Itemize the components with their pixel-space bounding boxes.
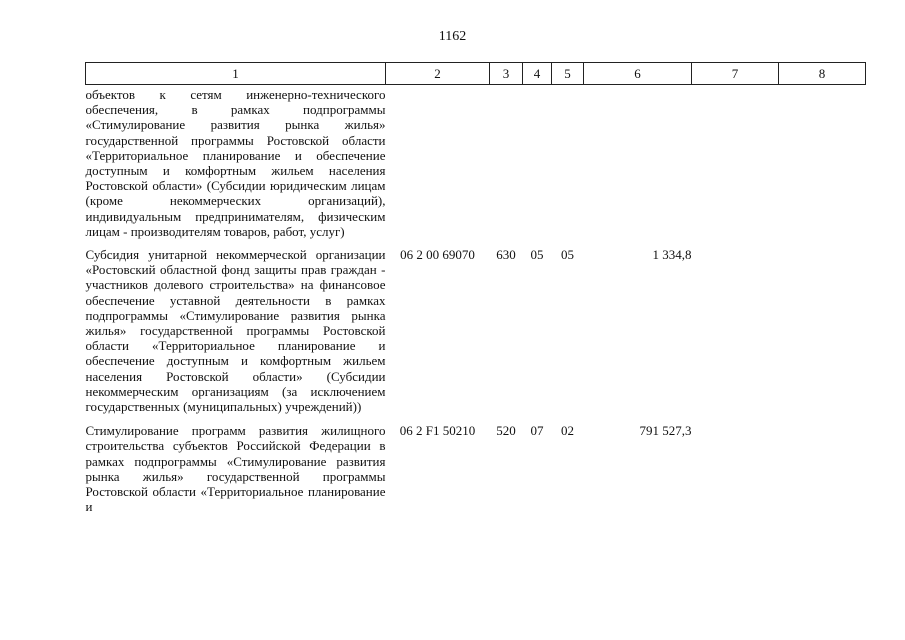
row-description: Субсидия унитарной некоммерческой организации «Ростовский областной фонд защиты прав граждан - участников долевого строительства» на финансовое обеспечение уставной деятельности в рамках подпрограммы «Стимулирование развития рынка жилья» государственной программы Ростовской области «Территориальное планирование и обеспечение доступным и комфортным жильем населения Ростовской области» (Субсидии некоммерческим организациям (за исключением государственных (муниципальных) учреждений)) xyxy=(85,247,386,415)
table-header xyxy=(86,63,866,85)
row-expense-type: 520 xyxy=(496,423,516,439)
header-row xyxy=(86,63,866,85)
row-amount: 1 334,8 xyxy=(652,247,692,263)
row-subsection: 02 xyxy=(561,423,574,439)
row-col8 xyxy=(779,85,866,248)
row-amount xyxy=(584,85,692,248)
row-expense-type xyxy=(490,85,523,248)
header-col-1: 1 xyxy=(86,63,386,85)
row-amount: 791 527,3 xyxy=(639,423,692,439)
budget-table xyxy=(85,62,866,514)
row-section: 07 xyxy=(530,423,544,439)
header-col-6: 6 xyxy=(584,63,692,85)
header-col-2: 2 xyxy=(386,63,490,85)
row-col8 xyxy=(779,423,866,514)
header-col-5: 5 xyxy=(552,63,584,85)
table-row xyxy=(86,247,866,423)
row-target-code: 06 2 F1 50210 xyxy=(399,423,476,439)
row-col8 xyxy=(779,247,866,423)
row-col7 xyxy=(692,423,779,514)
header-col-4: 4 xyxy=(523,63,552,85)
page-number: 1162 xyxy=(438,29,467,44)
row-col7 xyxy=(692,247,779,423)
header-col-8: 8 xyxy=(779,63,866,85)
table-row xyxy=(86,85,866,248)
row-section xyxy=(523,85,552,248)
row-target-code xyxy=(386,85,490,248)
row-target-code: 06 2 00 69070 xyxy=(400,247,475,263)
row-description: Стимулирование программ развития жилищного строительства субъектов Российской Федерации в рамках подпрограммы «Стимулирование развития рынка жилья» государственной программы Ростовской области «Территориальное планирование и xyxy=(85,423,386,515)
row-subsection: 05 xyxy=(561,247,574,263)
table-body xyxy=(86,85,866,515)
header-col-7: 7 xyxy=(692,63,779,85)
table-row xyxy=(86,423,866,514)
row-expense-type: 630 xyxy=(496,247,516,263)
row-section: 05 xyxy=(530,247,544,263)
row-subsection xyxy=(552,85,584,248)
row-description: объектов к сетям инженерно-технического обеспечения, в рамках подпрограммы «Стимулирование развития рынка жилья» государственной программы Ростовской области «Территориальное планирование и обеспечение доступным и комфортным жильем населения Ростовской области» (Субсидии юридическим лицам (кроме некоммерческих организаций), индивидуальным предпринимателям, физическим лицам - производителям товаров, работ, услуг) xyxy=(85,87,386,239)
row-col7 xyxy=(692,85,779,248)
header-col-3: 3 xyxy=(490,63,523,85)
